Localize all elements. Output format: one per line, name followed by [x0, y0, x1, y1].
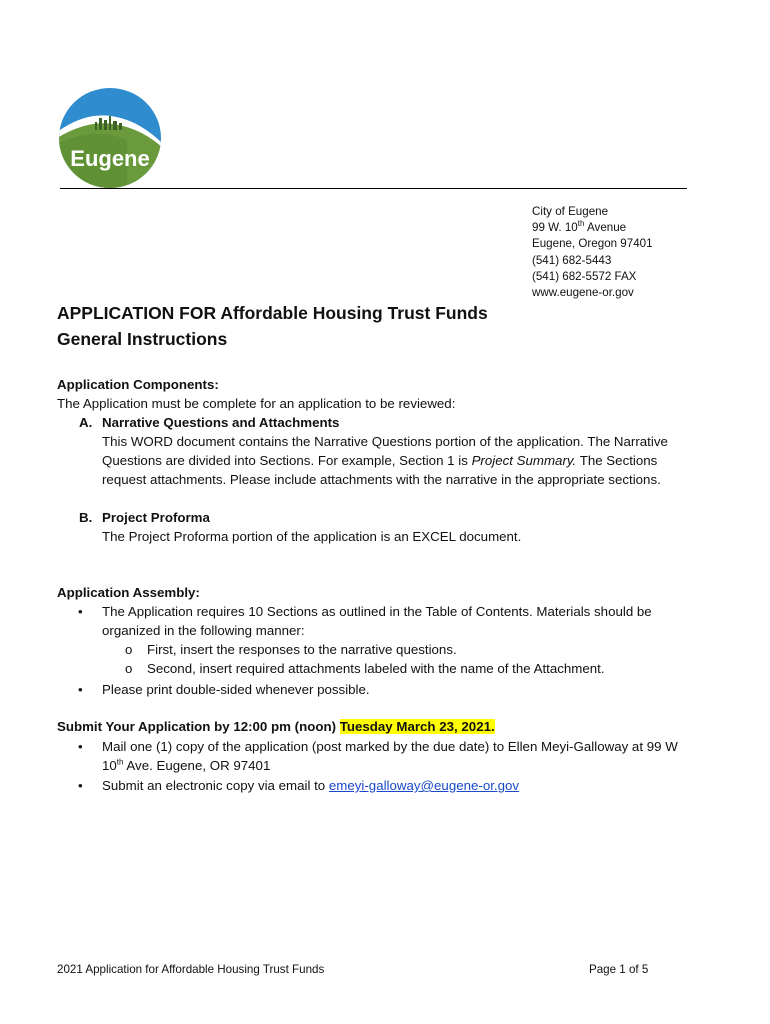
- assembly-bullet-1-line-2: organized in the following manner:: [102, 623, 305, 638]
- deadline-highlight: Tuesday March 23, 2021.: [339, 719, 495, 734]
- footer-document-title: 2021 Application for Affordable Housing Trust Funds: [57, 963, 325, 976]
- item-a-marker: A.: [79, 415, 93, 430]
- address-phone: (541) 682-5443: [532, 253, 612, 267]
- bullet-icon: •: [78, 778, 83, 793]
- item-b-marker: B.: [79, 510, 93, 525]
- title-line-2: General Instructions: [57, 329, 228, 349]
- item-a-title: Narrative Questions and Attachments: [102, 415, 340, 430]
- item-a-line-3: request attachments. Please include attachments with the narrative in the appropriate sections.: [102, 472, 661, 487]
- address-fax: (541) 682-5572 FAX: [532, 269, 637, 283]
- bullet-icon: •: [78, 682, 83, 697]
- logo-wordmark: Eugene: [70, 146, 150, 171]
- footer-page-number: Page 1 of 5: [589, 963, 649, 976]
- submit-mail-line-2: 10th Ave. Eugene, OR 97401: [102, 757, 271, 773]
- submit-email-line: Submit an electronic copy via email to emeyi-galloway@eugene-or.gov: [102, 778, 520, 793]
- submit-mail-line-1: Mail one (1) copy of the application (post marked by the due date) to Ellen Meyi-Galloway at 99 W: [102, 739, 678, 754]
- address-website: www.eugene-or.gov: [532, 286, 634, 300]
- submit-heading: Submit Your Application by 12:00 pm (noon) Tuesday March 23, 2021.: [57, 719, 495, 734]
- address-org: City of Eugene: [532, 205, 609, 218]
- address-street: 99 W. 10th Avenue: [532, 219, 627, 235]
- item-b-line-1: The Project Proforma portion of the application is an EXCEL document.: [102, 529, 522, 544]
- address-city: Eugene, Oregon 97401: [532, 237, 653, 251]
- components-heading: Application Components:: [57, 377, 219, 392]
- city-of-eugene-logo: [57, 86, 163, 190]
- sub-bullet-icon: o: [125, 642, 133, 657]
- item-a-line-1: This WORD document contains the Narrative Questions portion of the application. The Narrative: [102, 434, 668, 449]
- assembly-heading: Application Assembly:: [57, 585, 200, 600]
- item-a-line-2: Questions are divided into Sections. For example, Section 1 is Project Summary. The Sections: [102, 453, 658, 468]
- sub-bullet-icon: o: [125, 661, 133, 676]
- page-title: [57, 300, 488, 352]
- email-link[interactable]: emeyi-galloway@eugene-or.gov: [328, 778, 520, 793]
- assembly-bullet-2: Please print double-sided whenever possible.: [102, 682, 370, 697]
- header-rule: [60, 188, 687, 189]
- bullet-icon: •: [78, 604, 83, 619]
- assembly-bullet-1-line-1: The Application requires 10 Sections as outlined in the Table of Contents. Materials should be: [102, 604, 652, 619]
- title-line-1: APPLICATION FOR Affordable Housing Trust Funds: [57, 303, 488, 323]
- components-intro: The Application must be complete for an application to be reviewed:: [57, 396, 456, 411]
- assembly-sub-2: Second, insert required attachments labeled with the name of the Attachment.: [147, 661, 605, 676]
- assembly-sub-1: First, insert the responses to the narrative questions.: [147, 642, 457, 657]
- bullet-icon: •: [78, 739, 83, 754]
- address-block: [532, 204, 653, 301]
- item-b-title: Project Proforma: [102, 510, 210, 525]
